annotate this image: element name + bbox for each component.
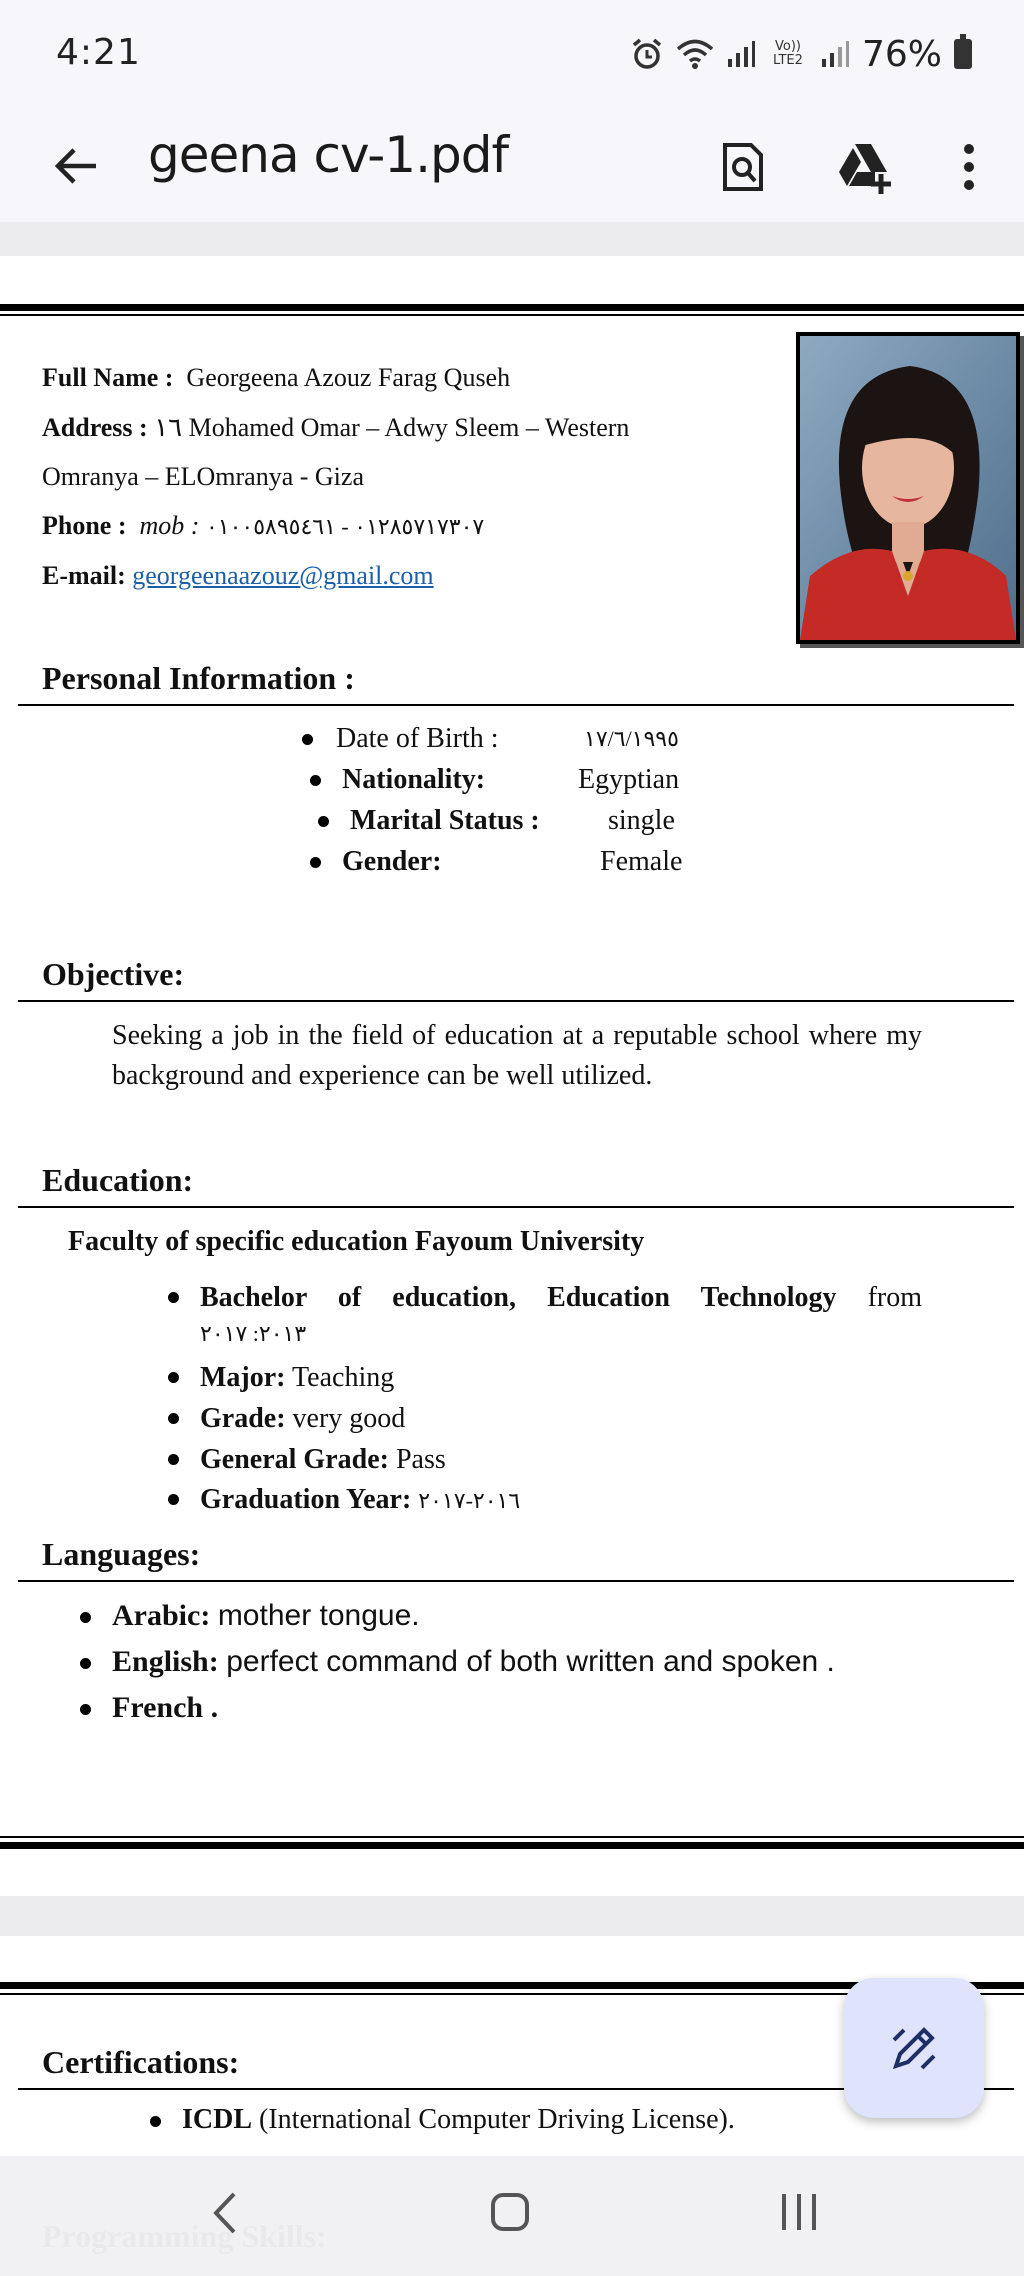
email-link[interactable]: georgeenaazouz@gmail.com — [132, 561, 434, 590]
top-rule-thin — [0, 314, 1024, 316]
bullet — [302, 734, 313, 745]
certifications-title: Certifications: — [42, 2044, 240, 2080]
education-title: Education: — [42, 1162, 194, 1198]
graduation-year-value: ٢٠١٦-٢٠١٧ — [418, 1488, 521, 1513]
phone-value: ٠١٢٨٥٧١٧٣٠٧ - ٠١٠٠٥٨٩٥٤٦١ — [205, 514, 485, 539]
signal-icon — [726, 39, 756, 69]
marital-status-value: single — [608, 805, 675, 836]
address-line-2: Omranya – ELOmranya - Giza — [42, 462, 364, 491]
personal-info-rule — [18, 704, 1014, 706]
education-major — [200, 1358, 394, 1398]
profile-photo — [796, 332, 1020, 644]
objective-text: Seeking a job in the field of education at a reputable school where my background and experience can be well utilized. — [112, 1020, 922, 1091]
phone-line — [42, 510, 484, 543]
nationality-label: Nationality: — [342, 764, 486, 795]
bullet — [168, 1292, 179, 1303]
phone-prefix: mob : — [139, 511, 200, 540]
education-rule — [18, 1206, 1014, 1208]
english-label: English: — [112, 1645, 219, 1678]
add-to-drive-button[interactable] — [830, 132, 900, 202]
education-degree — [200, 1278, 922, 1318]
languages-rule — [18, 1580, 1014, 1582]
bullet — [310, 775, 321, 786]
pen-edit-icon — [888, 2022, 940, 2074]
bullet — [310, 857, 321, 868]
more-vert-icon — [962, 143, 976, 191]
signal-2-icon — [820, 39, 850, 69]
status-bar — [0, 0, 1024, 110]
bullet — [168, 1413, 179, 1424]
document-title: geena cv-1.pdf — [148, 126, 509, 184]
grade-label: Grade: — [200, 1403, 286, 1434]
navigation-bar — [0, 2156, 1024, 2276]
bullet — [168, 1494, 179, 1505]
french-label: French . — [112, 1691, 219, 1724]
bullet — [80, 1612, 91, 1623]
objective-rule — [18, 1000, 1014, 1002]
education-school: Faculty of specific education Fayoum University — [68, 1226, 645, 1257]
bottom-rule-thin — [0, 1836, 1024, 1838]
language-arabic — [112, 1596, 420, 1636]
english-value: perfect command of both written and spoken . — [226, 1645, 835, 1678]
general-grade-value: Pass — [395, 1444, 446, 1475]
languages-title: Languages: — [42, 1536, 201, 1572]
language-french — [112, 1688, 218, 1728]
nav-home-icon[interactable] — [490, 2192, 530, 2232]
education-grade — [200, 1399, 405, 1439]
nav-recents-icon[interactable] — [780, 2192, 818, 2232]
bullet — [168, 1372, 179, 1383]
network-label: Vo)) LTE2 — [773, 39, 803, 68]
major-label: Major: — [200, 1362, 286, 1393]
cert-name: ICDL — [182, 2104, 253, 2135]
status-time: 4:21 — [56, 32, 141, 73]
back-arrow-icon — [54, 146, 98, 186]
phone-label: Phone : — [42, 511, 127, 540]
arabic-value: mother tongue. — [217, 1599, 420, 1632]
nav-back-icon[interactable] — [210, 2190, 238, 2236]
education-general-grade — [200, 1440, 446, 1480]
back-button[interactable] — [44, 134, 108, 198]
search-document-button[interactable] — [708, 132, 778, 202]
alarm-icon — [630, 37, 664, 71]
drive-add-icon — [835, 140, 895, 194]
wifi-icon — [676, 38, 714, 70]
arabic-label: Arabic: — [112, 1599, 211, 1632]
full-name-label: Full Name : — [42, 363, 174, 392]
language-english — [112, 1642, 835, 1682]
dob-value: ١٧/٦/١٩٩٥ — [584, 726, 679, 751]
app-bar — [0, 110, 1024, 222]
address-value-1: ١٦ Mohamed Omar – Adwy Sleem – Western — [154, 413, 630, 442]
nationality-value: Egyptian — [578, 764, 680, 795]
dob-label: Date of Birth : — [336, 723, 499, 754]
bullet — [318, 816, 329, 827]
bullet — [80, 1658, 91, 1669]
status-icons — [630, 32, 972, 76]
marital-status-label: Marital Status : — [350, 805, 540, 836]
grade-value: very good — [292, 1403, 406, 1434]
search-document-icon — [721, 141, 765, 193]
gender-label: Gender: — [342, 846, 442, 877]
bullet — [80, 1704, 91, 1715]
graduation-year-label: Graduation Year: — [200, 1484, 412, 1515]
top-rule — [0, 304, 1024, 311]
bottom-rule — [0, 1842, 1024, 1849]
battery-percent: 76% — [861, 33, 942, 75]
education-degree-from: from — [867, 1282, 923, 1313]
email-line — [42, 560, 434, 592]
education-degree-years: ٢٠١٣: ٢٠١٧ — [200, 1321, 307, 1346]
gender-value: Female — [600, 846, 683, 877]
full-name-value: Georgeena Azouz Farag Quseh — [186, 363, 511, 392]
general-grade-label: General Grade: — [200, 1444, 389, 1475]
education-graduation-year — [200, 1480, 520, 1521]
battery-icon — [954, 39, 972, 69]
bullet — [168, 1454, 179, 1465]
objective-title: Objective: — [42, 956, 185, 992]
education-degree-title: Bachelor of education, Education Technology — [200, 1282, 837, 1313]
cert-description: (International Computer Driving License). — [259, 2104, 735, 2135]
address-label: Address : — [42, 413, 148, 442]
address-line — [42, 412, 629, 444]
full-name-line — [42, 362, 510, 394]
annotate-button[interactable] — [844, 1978, 984, 2118]
major-value: Teaching — [292, 1362, 395, 1393]
bullet — [150, 2116, 161, 2127]
more-options-button[interactable] — [934, 132, 1004, 202]
personal-info-title: Personal Information : — [42, 660, 355, 696]
email-label: E-mail: — [42, 561, 126, 590]
certification-icdl — [182, 2100, 735, 2140]
